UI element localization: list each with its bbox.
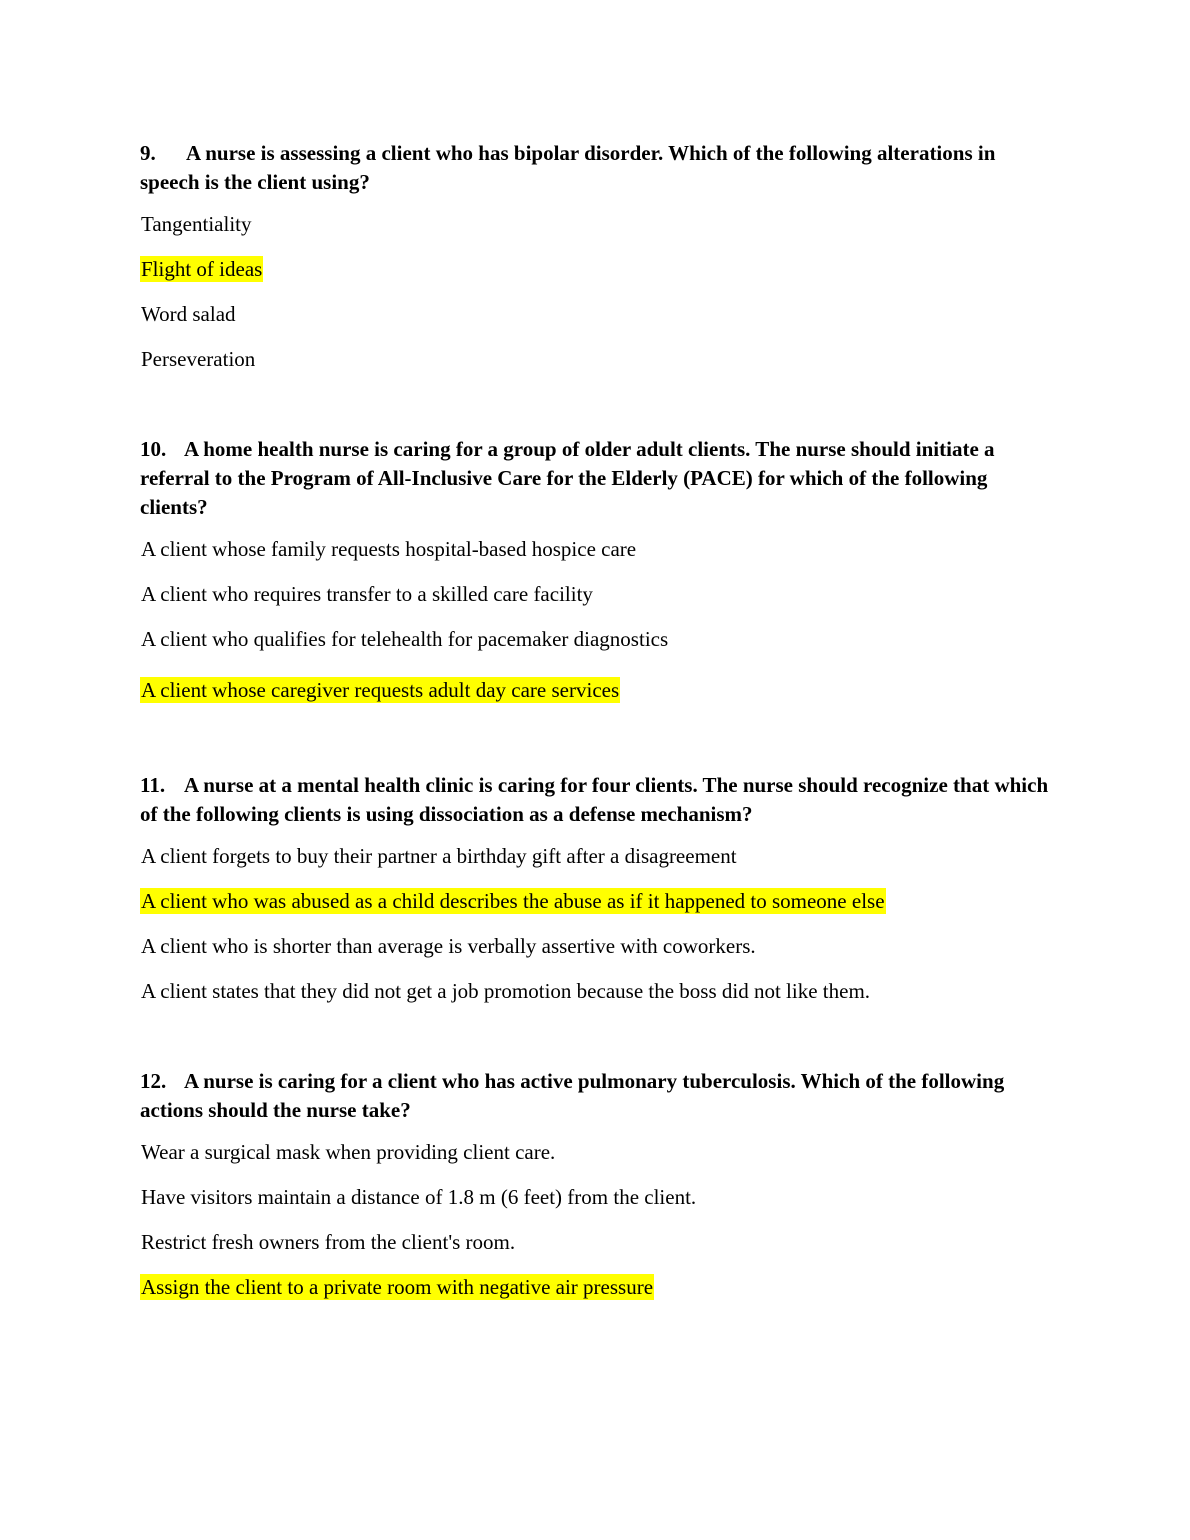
question-10	[140, 435, 1060, 722]
question-11	[140, 771, 1060, 1023]
question-number: 11.	[140, 773, 166, 797]
question-12	[140, 1067, 1060, 1319]
answer-option-correct: Flight of ideas	[141, 257, 263, 281]
answer-option: Perseveration	[141, 347, 256, 371]
question-text: A home health nurse is caring for a group of older adult clients. The nurse should initiate a referral to the Program of All-Inclusive Care for the Elderly (PACE) for which of the following clients?	[140, 437, 995, 519]
answer-option-correct: A client whose caregiver requests adult day care services	[141, 678, 620, 702]
answer-option: Word salad	[141, 302, 236, 326]
answer-option-correct: Assign the client to a private room with negative air pressure	[141, 1275, 654, 1299]
answer-option: Have visitors maintain a distance of 1.8 m (6 feet) from the client.	[141, 1185, 697, 1209]
answer-option-correct: A client who was abused as a child describes the abuse as if it happened to someone else	[141, 889, 885, 913]
question-stem	[140, 1067, 1060, 1125]
answer-option: Wear a surgical mask when providing client care.	[141, 1140, 556, 1164]
answer-option: Tangentiality	[141, 212, 252, 236]
question-text: A nurse is caring for a client who has active pulmonary tuberculosis. Which of the following actions should the nurse take?	[140, 1069, 1005, 1122]
question-stem	[140, 771, 1060, 829]
question-number: 9.	[140, 141, 156, 165]
question-number: 10.	[140, 437, 167, 461]
answer-option: Restrict fresh owners from the client's room.	[141, 1230, 516, 1254]
answer-option: A client who requires transfer to a skilled care facility	[141, 582, 593, 606]
question-number: 12.	[140, 1069, 167, 1093]
question-stem	[140, 139, 1060, 197]
answer-option: A client who is shorter than average is verbally assertive with coworkers.	[141, 934, 756, 958]
question-9	[140, 139, 1060, 391]
question-text: A nurse is assessing a client who has bipolar disorder. Which of the following alterations in speech is the client using?	[140, 141, 996, 194]
question-text: A nurse at a mental health clinic is caring for four clients. The nurse should recognize that which of the following clients is using dissociation as a defense mechanism?	[140, 773, 1049, 826]
answer-option: A client states that they did not get a job promotion because the boss did not like them.	[141, 979, 871, 1003]
answer-option: A client who qualifies for telehealth for pacemaker diagnostics	[141, 627, 669, 651]
answer-option: A client whose family requests hospital-based hospice care	[141, 537, 637, 561]
question-stem	[140, 435, 1060, 522]
answer-option: A client forgets to buy their partner a birthday gift after a disagreement	[141, 844, 737, 868]
